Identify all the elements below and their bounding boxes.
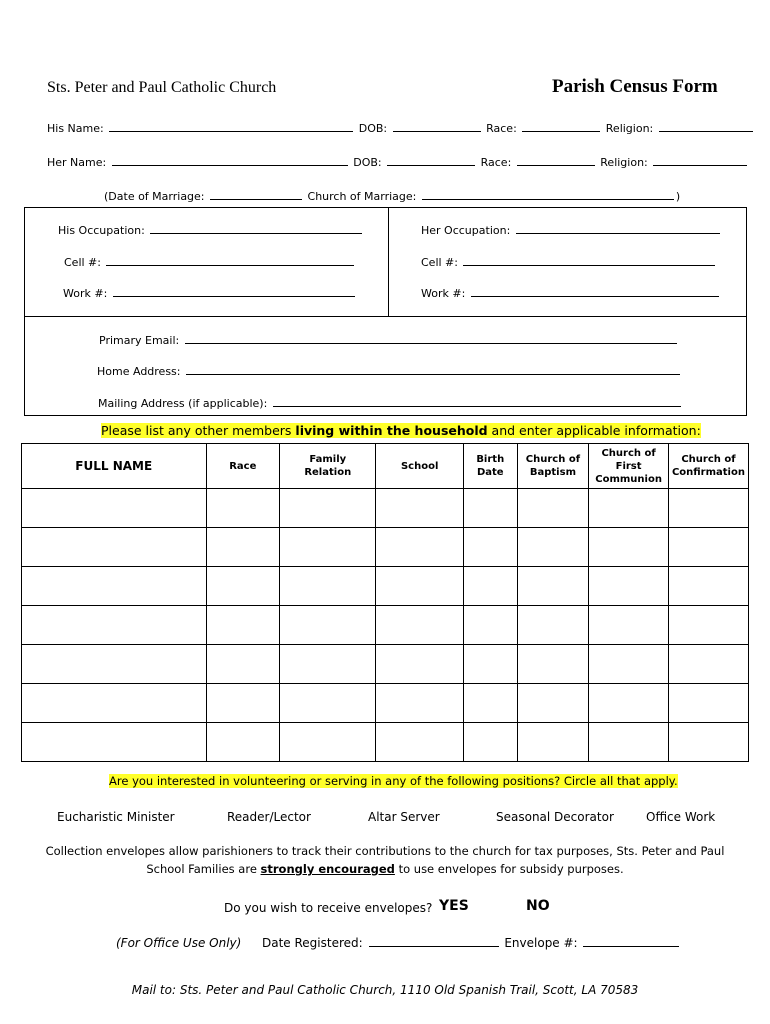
his-religion-label: Religion:: [605, 122, 654, 135]
his-occupation-label: His Occupation:: [58, 224, 145, 237]
household-instruction: [101, 423, 701, 438]
household-text-start: Please list any other members: [101, 423, 296, 438]
his-info-row: [47, 122, 755, 135]
table-cell[interactable]: [22, 567, 207, 606]
table-cell[interactable]: [376, 645, 463, 684]
household-text-end: and enter applicable information:: [487, 423, 701, 438]
date-registered-label: Date Registered:: [262, 936, 363, 950]
table-cell[interactable]: [517, 528, 589, 567]
table-cell[interactable]: [22, 528, 207, 567]
date-of-marriage-field[interactable]: [210, 190, 302, 200]
table-row: [22, 489, 749, 528]
mailing-address-field[interactable]: [273, 397, 681, 407]
her-name-label: Her Name:: [47, 156, 107, 169]
his-occupation-field[interactable]: [150, 224, 362, 234]
table-cell[interactable]: [206, 723, 280, 762]
mailing-address-label: Mailing Address (if applicable):: [98, 397, 268, 410]
table-cell[interactable]: [463, 684, 517, 723]
his-occupation-row: [58, 224, 364, 237]
position-altar-server[interactable]: Altar Server: [368, 810, 440, 824]
his-work-row: [63, 287, 357, 300]
table-cell[interactable]: [668, 723, 748, 762]
table-cell[interactable]: [22, 684, 207, 723]
his-name-label: His Name:: [47, 122, 104, 135]
his-race-label: Race:: [486, 122, 517, 135]
col-family-relation: Family Relation: [280, 444, 376, 489]
her-work-field[interactable]: [471, 287, 719, 297]
his-work-label: Work #:: [63, 287, 108, 300]
table-cell[interactable]: [206, 567, 280, 606]
email-row: [99, 334, 679, 347]
table-row: [22, 528, 749, 567]
her-work-label: Work #:: [421, 287, 466, 300]
mailing-address-row: [98, 397, 683, 410]
table-row: [22, 723, 749, 762]
office-use-label: (For Office Use Only): [116, 936, 242, 950]
his-cell-row: [64, 256, 356, 269]
position-eucharistic-minister[interactable]: Eucharistic Minister: [57, 810, 175, 824]
date-of-marriage-label: (Date of Marriage:: [104, 190, 205, 203]
her-religion-label: Religion:: [600, 156, 648, 169]
table-cell[interactable]: [463, 606, 517, 645]
table-cell[interactable]: [463, 528, 517, 567]
col-church-of-first-communion: Church of First Communion: [589, 444, 669, 489]
col-school: School: [376, 444, 463, 489]
home-address-label: Home Address:: [97, 365, 181, 378]
his-race-field[interactable]: [522, 122, 600, 132]
table-cell[interactable]: [589, 645, 669, 684]
table-cell[interactable]: [517, 723, 589, 762]
envelopes-no-option[interactable]: NO: [526, 898, 550, 914]
table-row: [22, 606, 749, 645]
table-cell[interactable]: [517, 606, 589, 645]
table-cell[interactable]: [206, 684, 280, 723]
table-cell[interactable]: [206, 645, 280, 684]
table-cell[interactable]: [280, 684, 376, 723]
table-cell[interactable]: [376, 723, 463, 762]
col-birth-date: Birth Date: [463, 444, 517, 489]
table-cell[interactable]: [589, 567, 669, 606]
table-row: [22, 567, 749, 606]
her-cell-row: [421, 256, 717, 269]
table-cell[interactable]: [517, 645, 589, 684]
table-cell[interactable]: [589, 489, 669, 528]
his-name-field[interactable]: [109, 122, 353, 132]
table-cell[interactable]: [22, 606, 207, 645]
her-dob-field[interactable]: [387, 156, 475, 166]
envelopes-line-2: [0, 862, 770, 876]
his-cell-field[interactable]: [106, 256, 354, 266]
table-cell[interactable]: [376, 567, 463, 606]
table-cell[interactable]: [463, 723, 517, 762]
table-cell[interactable]: [22, 723, 207, 762]
table-cell[interactable]: [376, 528, 463, 567]
col-church-of-baptism: Church of Baptism: [517, 444, 589, 489]
table-cell[interactable]: [668, 567, 748, 606]
date-registered-field[interactable]: [369, 937, 499, 947]
her-occupation-field[interactable]: [516, 224, 720, 234]
primary-email-label: Primary Email:: [99, 334, 180, 347]
marriage-row: [104, 190, 680, 203]
her-race-field[interactable]: [517, 156, 595, 166]
table-cell[interactable]: [668, 606, 748, 645]
table-cell[interactable]: [668, 489, 748, 528]
her-dob-label: DOB:: [353, 156, 382, 169]
col-full-name: FULL NAME: [22, 444, 207, 489]
envelopes-line-1: Collection envelopes allow parishioners to track their contributions to the church for tax purposes, Sts. Peter and Paul: [45, 844, 725, 858]
table-cell[interactable]: [463, 567, 517, 606]
table-cell[interactable]: [376, 606, 463, 645]
table-cell[interactable]: [668, 645, 748, 684]
church-name: Sts. Peter and Paul Catholic Church: [47, 79, 277, 96]
position-reader-lector[interactable]: Reader/Lector: [227, 810, 311, 824]
his-dob-field[interactable]: [393, 122, 481, 132]
table-cell[interactable]: [22, 489, 207, 528]
table-cell[interactable]: [668, 528, 748, 567]
church-of-marriage-label: Church of Marriage:: [307, 190, 417, 203]
table-cell[interactable]: [206, 528, 280, 567]
his-cell-label: Cell #:: [64, 256, 101, 269]
table-cell[interactable]: [589, 684, 669, 723]
position-office-work[interactable]: Office Work: [646, 810, 716, 824]
mail-to-address: Mail to: Sts. Peter and Paul Catholic Church, 1110 Old Spanish Trail, Scott, LA 70583: [131, 983, 639, 997]
table-row: [22, 645, 749, 684]
occupation-divider: [388, 207, 389, 317]
home-address-field[interactable]: [186, 365, 680, 375]
table-cell[interactable]: [517, 684, 589, 723]
table-cell[interactable]: [280, 489, 376, 528]
envelopes-line-2-end: to use envelopes for subsidy purposes.: [394, 862, 624, 876]
envelope-number-label: Envelope #:: [504, 936, 578, 950]
her-info-row: [47, 156, 749, 169]
table-cell[interactable]: [22, 645, 207, 684]
contact-divider: [24, 316, 747, 317]
col-race: Race: [206, 444, 280, 489]
his-work-field[interactable]: [113, 287, 355, 297]
her-occupation-label: Her Occupation:: [421, 224, 511, 237]
her-race-label: Race:: [480, 156, 512, 169]
table-cell[interactable]: [376, 684, 463, 723]
her-work-row: [421, 287, 721, 300]
table-cell[interactable]: [589, 723, 669, 762]
envelopes-yes-option[interactable]: YES: [439, 898, 469, 914]
table-cell[interactable]: [589, 528, 669, 567]
household-text-bold: living within the household: [295, 423, 488, 438]
table-row: [22, 684, 749, 723]
his-dob-label: DOB:: [358, 122, 388, 135]
table-cell[interactable]: [280, 606, 376, 645]
volunteer-question: Are you interested in volunteering or serving in any of the following positions? Circle all that apply.: [109, 774, 678, 788]
envelope-number-field[interactable]: [583, 937, 679, 947]
form-title: Parish Census Form: [552, 76, 718, 97]
primary-email-field[interactable]: [185, 334, 677, 344]
table-cell[interactable]: [463, 489, 517, 528]
her-cell-field[interactable]: [463, 256, 715, 266]
table-cell[interactable]: [280, 528, 376, 567]
table-header-row: [22, 444, 749, 489]
table-cell[interactable]: [206, 606, 280, 645]
table-cell[interactable]: [376, 489, 463, 528]
table-cell[interactable]: [517, 567, 589, 606]
table-cell[interactable]: [463, 645, 517, 684]
table-cell[interactable]: [589, 606, 669, 645]
home-address-row: [97, 365, 682, 378]
envelopes-question: Do you wish to receive envelopes?: [224, 901, 433, 915]
table-cell[interactable]: [517, 489, 589, 528]
table-cell[interactable]: [280, 645, 376, 684]
household-members-table: [21, 443, 749, 762]
table-cell[interactable]: [668, 684, 748, 723]
his-religion-field[interactable]: [659, 122, 753, 132]
envelopes-line-2-start: School Families are: [146, 862, 261, 876]
office-use-row: [262, 936, 681, 950]
her-occupation-row: [421, 224, 722, 237]
church-of-marriage-field[interactable]: [422, 190, 674, 200]
her-name-field[interactable]: [112, 156, 348, 166]
marriage-close-paren: ): [675, 190, 681, 203]
strongly-encouraged-text: strongly encouraged: [260, 862, 395, 876]
position-seasonal-decorator[interactable]: Seasonal Decorator: [496, 810, 614, 824]
col-church-of-confirmation: Church of Confirmation: [668, 444, 748, 489]
table-cell[interactable]: [206, 489, 280, 528]
table-cell[interactable]: [280, 567, 376, 606]
her-cell-label: Cell #:: [421, 256, 458, 269]
her-religion-field[interactable]: [653, 156, 747, 166]
occupation-contact-box: [24, 207, 747, 416]
table-cell[interactable]: [280, 723, 376, 762]
